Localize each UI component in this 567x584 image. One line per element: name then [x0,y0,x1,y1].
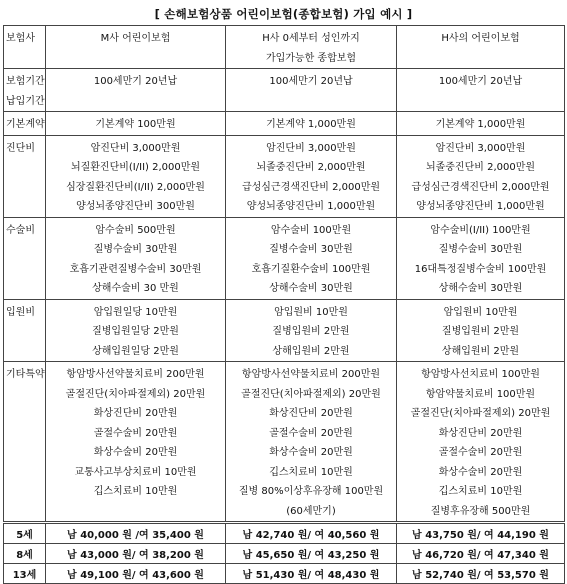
cell-line: 기본계약 100만원 [95,119,176,130]
page-title: [ 손해보험상품 어린이보험(종합보험) 가입 예시 ] [154,7,413,21]
cell-line: 상해수술비 30 만원 [92,283,179,294]
cell-line: 기본계약 1,000만원 [266,119,356,130]
table-row [4,362,565,523]
price-row [4,523,565,544]
cell-line: 화상진단비 20만원 [438,427,523,439]
column-header-line: 가입가능한 종합보험 [265,52,357,64]
cell-line: 암입원일당 10만원 [93,306,178,318]
cell-line: 화상수술비 20만원 [269,447,353,458]
row-label-line: 기타특약 [6,369,45,380]
cell-line: 질병수술비 30만원 [93,244,178,255]
cell-line: 기본계약 1,000만원 [435,119,526,130]
cell-line: 암입원비 10만원 [274,306,348,318]
cell-line: 100세만기 20년납 [438,76,523,87]
column-header [397,26,565,69]
table-cell [397,69,565,112]
table-cell [397,135,565,217]
row-label [4,217,46,299]
cell-line: 암진단비 3,000만원 [435,142,526,154]
cell-line: 골절진단(치아파절제외) 20만원 [410,408,551,419]
row-label [4,69,46,112]
cell-line: 암수술비(I/II) 100만원 [430,224,531,236]
table-cell [397,299,565,362]
table-cell [226,362,397,523]
premium-cell: 남 40,000 원 /여 35,400 원 [46,523,226,544]
cell-line: 골절수술비 20만원 [269,427,353,439]
price-row [4,564,565,584]
cell-line: 골절수술비 20만원 [438,447,523,458]
row-label [4,362,46,523]
comparison-table [3,25,565,584]
cell-line: 16대특정질병수술비 100만원 [414,263,547,275]
cell-line: 질병입원비 2만원 [441,326,520,337]
cell-line: 골절진단(치아파절제외) 20만원 [241,388,381,400]
premium-cell: 남 42,740 원/ 여 40,560 원 [226,523,397,544]
column-header [4,26,46,69]
cell-line: 골절진단(치아파절제외) 20만원 [65,388,206,400]
header-row [4,26,565,69]
row-label-line: 기본계약 [6,119,45,130]
cell-line: 질병수술비 30만원 [269,244,353,255]
cell-line: 상해수술비 30만원 [269,283,353,294]
table-cell [46,299,226,362]
cell-line: 질병입원일당 2만원 [92,326,179,337]
cell-line: 화상진단비 20만원 [93,408,178,419]
row-label-line: 납입기간 [6,95,45,107]
cell-line: 급성심근경색진단비 2,000만원 [411,181,550,193]
table-row [4,299,565,362]
cell-line: 항암약물치료비 100만원 [425,388,536,400]
cell-line: 깁스치료비 10만원 [93,486,178,497]
row-label-line: 입원비 [6,306,35,318]
column-header-line: 보험사 [6,33,35,44]
column-header [226,26,397,69]
cell-line: 항암방사선치료비 100만원 [421,369,540,380]
row-label-line: 보험기간 [6,76,45,87]
table-cell [226,299,397,362]
row-label [4,299,46,362]
premium-cell: 남 49,100 원/ 여 43,600 원 [46,564,226,584]
cell-line: 뇌졸중진단비 2,000만원 [425,162,536,173]
cell-line: 양성뇌종양진단비 1,000만원 [246,201,376,212]
table-row [4,217,565,299]
table-cell [226,135,397,217]
premium-cell: 남 46,720 원/ 여 47,340 원 [397,544,565,564]
table-cell [226,217,397,299]
cell-line: 교통사고부상치료비 10만원 [74,466,197,478]
table-row [4,135,565,217]
cell-line: 질병 80%이상후유장해 100만원 [238,486,384,497]
cell-line: 화상진단비 20만원 [269,408,353,419]
age-label: 13세 [4,564,46,584]
row-label-line: 수술비 [6,224,35,236]
column-header-line: H사의 어린이보험 [441,33,520,44]
cell-line: 항암방사선약물치료비 200만원 [241,369,381,380]
premium-cell: 남 43,750 원/ 여 44,190 원 [397,523,565,544]
table-cell [46,112,226,136]
cell-line: 상해입원비 2만원 [441,345,520,357]
premium-cell: 남 43,000 원/ 여 38,200 원 [46,544,226,564]
cell-line: 깁스치료비 10만원 [438,486,523,497]
cell-line: 질병수술비 30만원 [438,244,523,255]
cell-line: 양성뇌종양진단비 1,000만원 [416,201,545,212]
cell-line: 뇌졸중진단비 2,000만원 [256,162,366,173]
cell-line: 암진단비 3,000만원 [90,142,181,154]
premium-cell: 남 51,430 원/ 여 48,430 원 [226,564,397,584]
table-cell [397,112,565,136]
cell-line: 양성뇌종양진단비 300만원 [76,201,195,212]
age-label: 8세 [4,544,46,564]
cell-line: 깁스치료비 10만원 [269,466,353,478]
row-label [4,135,46,217]
cell-line: 100세만기 20년납 [93,76,178,87]
row-label [4,112,46,136]
cell-line: 호흡기관련질병수술비 30만원 [69,263,202,275]
cell-line: 화상수술비 20만원 [438,466,523,478]
cell-line: 암수술비 100만원 [270,224,352,236]
column-header [46,26,226,69]
cell-line: 항암방사선약물치료비 200만원 [66,369,205,380]
premium-cell: 남 52,740 원/ 여 53,570 원 [397,564,565,584]
cell-line: 심장질환진단비(I/II) 2,000만원 [66,181,205,193]
column-header-line: M사 어린이보험 [100,33,171,44]
cell-line: 100세만기 20년납 [269,76,353,87]
table-cell [397,362,565,523]
table-cell [226,69,397,112]
cell-line: 호흡기질환수술비 100만원 [251,263,371,275]
table-row [4,112,565,136]
cell-line: 암수술비 500만원 [95,224,176,236]
cell-line: 질병후유장해 500만원 [430,505,531,517]
price-row [4,544,565,564]
table-cell [46,362,226,523]
table-cell [397,217,565,299]
cell-line: 상해입원일당 2만원 [92,345,179,357]
table-cell [46,69,226,112]
table-cell [46,217,226,299]
cell-line: 골절수술비 20만원 [93,427,178,439]
row-label-line: 진단비 [6,142,35,154]
cell-line: (60세만기) [286,505,336,517]
cell-line: 화상수술비 20만원 [93,447,178,458]
cell-line: 암입원비 10만원 [443,306,518,318]
cell-line: 상해수술비 30만원 [438,283,523,294]
cell-line: 암진단비 3,000만원 [266,142,356,154]
cell-line: 상해입원비 2만원 [272,345,350,357]
table-row [4,69,565,112]
age-label: 5세 [4,523,46,544]
table-cell [46,135,226,217]
premium-cell: 남 45,650 원/ 여 43,250 원 [226,544,397,564]
cell-line: 급성심근경색진단비 2,000만원 [241,181,381,193]
cell-line: 질병입원비 2만원 [272,326,350,337]
table-cell [226,112,397,136]
cell-line: 뇌질환진단비(I/II) 2,000만원 [70,162,201,173]
column-header-line: H사 0세부터 성인까지 [262,33,360,44]
